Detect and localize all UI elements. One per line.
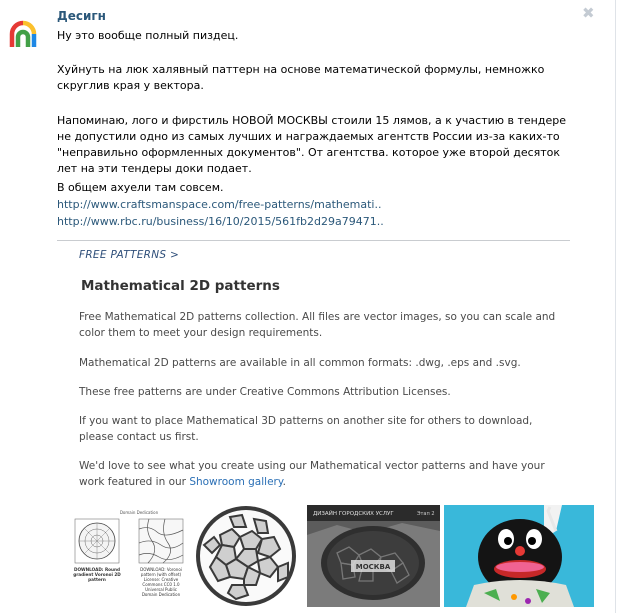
- photo-thumb-patterns[interactable]: [57, 505, 186, 607]
- shot-paragraph-2: Mathematical 2D patterns are available in all common formats: .dwg, .eps and .svg.: [79, 357, 521, 369]
- thumb-heading: Domain Dedication: [119, 510, 159, 515]
- shot-paragraph-5: [79, 458, 564, 490]
- shot-paragraph-5-text: We'd love to see what you create using our Mathematical vector patterns and have your work featured in our: [79, 460, 545, 488]
- close-icon[interactable]: ✖: [582, 4, 595, 22]
- post-text-line-1: Ну это вообще полный пиздец.: [57, 29, 239, 42]
- thumb-sign-text: ДИЗАЙН ГОРОДСКИХ УСЛУГ: [313, 511, 394, 517]
- shot-paragraph-4: If you want to place Mathematical 3D patterns on another site for others to download, please contact us first.: [79, 415, 533, 443]
- community-avatar[interactable]: [7, 17, 39, 49]
- post-text-line-4: В общем ахуели там совсем.: [57, 181, 224, 194]
- post-link-rbc[interactable]: http://www.rbc.ru/business/16/10/2015/561fb2d29a79471..: [57, 215, 384, 228]
- breadcrumb: FREE PATTERNS >: [79, 249, 180, 261]
- shot-paragraph-1: Free Mathematical 2D patterns collection. All files are vector images, so you can scale and color them to meet your design requirements.: [79, 311, 556, 339]
- photo-thumb-manhole[interactable]: [307, 505, 440, 607]
- thumb-caption-left: DOWNLOAD: Round gradient Voronoi 2D pattern: [73, 567, 121, 582]
- thumb-stage-text: Этап 2: [417, 511, 435, 517]
- page-title: Mathematical 2D patterns: [81, 278, 280, 294]
- attached-screenshot[interactable]: [57, 241, 570, 501]
- showroom-gallery-link[interactable]: Showroom gallery: [189, 476, 283, 488]
- post-text-line-3: Напоминаю, лого и фирстиль НОВОЙ МОСКВЫ стоили 15 лямов, а к участию в тендере не допустили одно из самых лучших и награждаемых агентств России из-за каких-то "неправильно оформленных документов". От агентства. которое уже второй десяток лет на эти тендеры доки подает.: [57, 114, 566, 175]
- post-text-line-2: Хуйнуть на люк халявный паттерн на основе математической формулы, немножко скруглив края у вектора.: [57, 63, 545, 92]
- post-right-border: [615, 0, 616, 613]
- thumb-stamp-text: МОСКВА: [355, 563, 391, 571]
- shot-paragraph-3: These free patterns are under Creative Commons Attribution Licenses.: [79, 386, 451, 398]
- photo-thumb-voronoi[interactable]: [190, 505, 303, 607]
- post-link-craftsmanspace[interactable]: http://www.craftsmanspace.com/free-patterns/mathemati..: [57, 198, 382, 211]
- thumb-caption-right: DOWNLOAD: Voronoi pattern (with offset) License: Creative Commons CC0 1.0 Universal Public Domain Dedication: [140, 567, 182, 597]
- post-author[interactable]: Десигн: [57, 9, 106, 23]
- shot-paragraph-5-end: .: [282, 476, 286, 488]
- photo-thumb-plush-toy[interactable]: [444, 505, 594, 607]
